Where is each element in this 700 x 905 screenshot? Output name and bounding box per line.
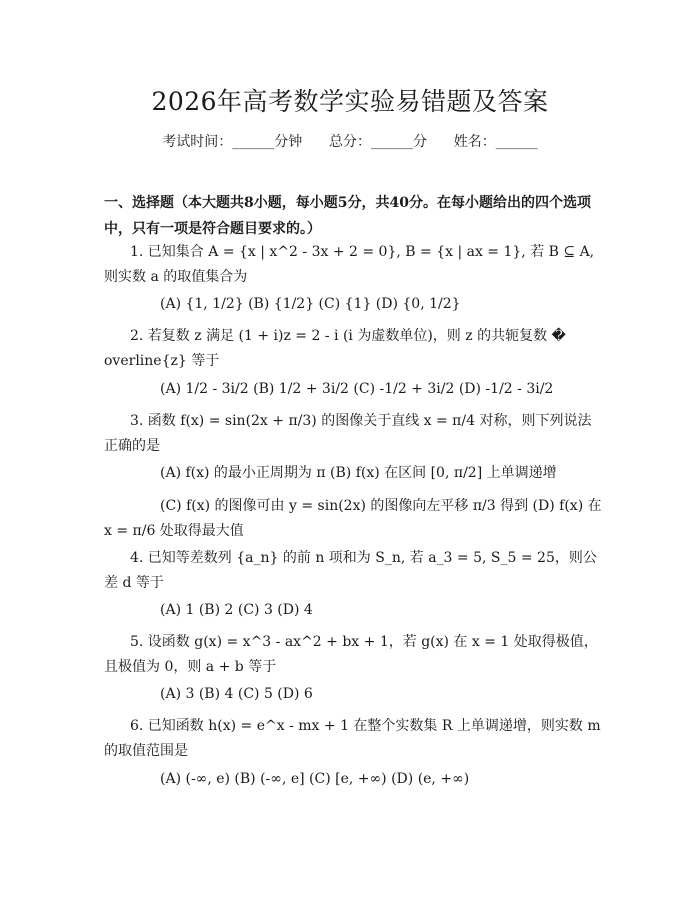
question-4-options: (A) 1 (B) 2 (C) 3 (D) 4	[160, 602, 313, 618]
question-3-stem: 3. 函数 f(x) = sin(2x + π/3) 的图像关于直线 x = π/4 对称，则下列说法正确的是	[104, 413, 592, 454]
exam-meta-line: 考试时间：______分钟 总分：______分 姓名：______	[162, 134, 538, 150]
question-5-options: (A) 3 (B) 4 (C) 5 (D) 6	[160, 686, 313, 702]
question-2-options: (A) 1/2 - 3i/2 (B) 1/2 + 3i/2 (C) -1/2 + 3i/2 (D) -1/2 - 3i/2	[160, 381, 554, 397]
question-2-stem: 2. 若复数 z 满足 (1 + i)z = 2 - i (i 为虚数单位)，则 z 的共轭复数 � overline{z} 等于	[104, 328, 566, 369]
question-5-stem: 5. 设函数 g(x) = x^3 - ax^2 + bx + 1，若 g(x) 在 x = 1 处取得极值，且极值为 0，则 a + b 等于	[104, 634, 598, 675]
question-3-options-ab: (A) f(x) 的最小正周期为 π (B) f(x) 在区间 [0, π/2] 上单调递增	[160, 465, 557, 481]
section-heading: 一、选择题（本大题共8小题，每小题5分，共40分。在每小题给出的四个选项中，只有一项是符合题目要求的。）	[104, 195, 591, 237]
page-title: 2026年高考数学实验易错题及答案	[151, 87, 549, 116]
question-6-options: (A) (-∞, e) (B) (-∞, e] (C) [e, +∞) (D) (e, +∞)	[160, 771, 470, 787]
question-1-stem: 1. 已知集合 A = {x | x^2 - 3x + 2 = 0}, B = {x | ax = 1}, 若 B ⊆ A, 则实数 a 的取值集合为	[104, 244, 595, 285]
question-3-options-cd: (C) f(x) 的图像可由 y = sin(2x) 的图像向左平移 π/3 得到 (D) f(x) 在 x = π/6 处取得最大值	[104, 498, 602, 539]
question-4-stem: 4. 已知等差数列 {a_n} 的前 n 项和为 S_n, 若 a_3 = 5, S_5 = 25，则公差 d 等于	[104, 550, 597, 591]
question-6-stem: 6. 已知函数 h(x) = e^x - mx + 1 在整个实数集 R 上单调递增，则实数 m 的取值范围是	[104, 718, 601, 759]
question-1-options: (A) {1, 1/2} (B) {1/2} (C) {1} (D) {0, 1/2}	[160, 296, 461, 312]
